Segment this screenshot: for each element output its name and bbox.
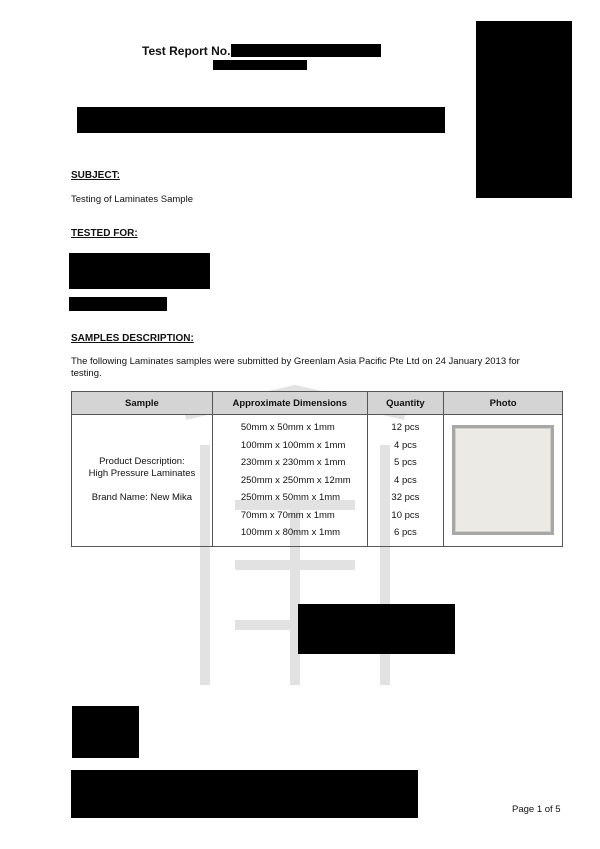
redacted-client-name [69, 253, 210, 289]
quantity-item: 32 pcs [391, 492, 420, 503]
dimension-item: 250mm x 50mm x 1mm [240, 492, 341, 503]
redacted-banner [77, 107, 445, 133]
redacted-report-number [231, 44, 381, 57]
samples-intro-line-2: testing. [71, 368, 102, 379]
quantity-item: 10 pcs [391, 509, 420, 521]
samples-table [71, 391, 563, 547]
redacted-signature [72, 706, 139, 758]
header-photo: Photo [444, 392, 563, 415]
quantity-item: 4 pcs [394, 474, 417, 486]
dimension-item: 100mm x 100mm x 1mm [240, 439, 346, 451]
header-sample: Sample [72, 392, 213, 415]
brand-name: Brand Name: New Mika [91, 492, 193, 504]
table-row [72, 415, 563, 547]
redacted-stamp [298, 604, 455, 654]
redacted-report-date [213, 60, 307, 70]
header-dimensions: Approximate Dimensions [212, 392, 367, 415]
dimension-item: 50mm x 50mm x 1mm [240, 422, 335, 433]
redacted-logo [476, 21, 572, 198]
dimension-item: 230mm x 230mm x 1mm [240, 457, 346, 468]
dimension-item: 100mm x 80mm x 1mm [240, 527, 341, 538]
quantity-item: 5 pcs [394, 457, 417, 468]
dimension-item: 70mm x 70mm x 1mm [240, 509, 335, 521]
sample-photo [452, 425, 554, 535]
quantity-item: 4 pcs [394, 439, 417, 451]
dimensions-cell [212, 415, 367, 547]
photo-cell [444, 415, 563, 547]
samples-intro-line-1: The following Laminates samples were submitted by Greenlam Asia Pacific Pte Ltd on 24 January 2013 for [71, 356, 520, 367]
dimension-item: 250mm x 250mm x 12mm [240, 474, 351, 486]
report-title: Test Report No. [142, 44, 231, 58]
subject-text: Testing of Laminates Sample [71, 194, 193, 205]
quantity-item: 12 pcs [391, 422, 420, 433]
tested-for-heading: TESTED FOR: [71, 228, 138, 239]
samples-description-heading: SAMPLES DESCRIPTION: [71, 333, 194, 344]
product-type: High Pressure Laminates [88, 468, 196, 480]
subject-heading: SUBJECT: [71, 170, 120, 181]
product-description-label: Product Description: [99, 456, 185, 468]
header-quantity: Quantity [367, 392, 444, 415]
redacted-footer-block [71, 770, 418, 818]
quantity-cell [367, 415, 444, 547]
quantity-item: 6 pcs [394, 527, 417, 538]
sample-description-cell [72, 415, 213, 547]
page-number: Page 1 of 5 [512, 804, 561, 815]
redacted-client-address [69, 297, 167, 311]
